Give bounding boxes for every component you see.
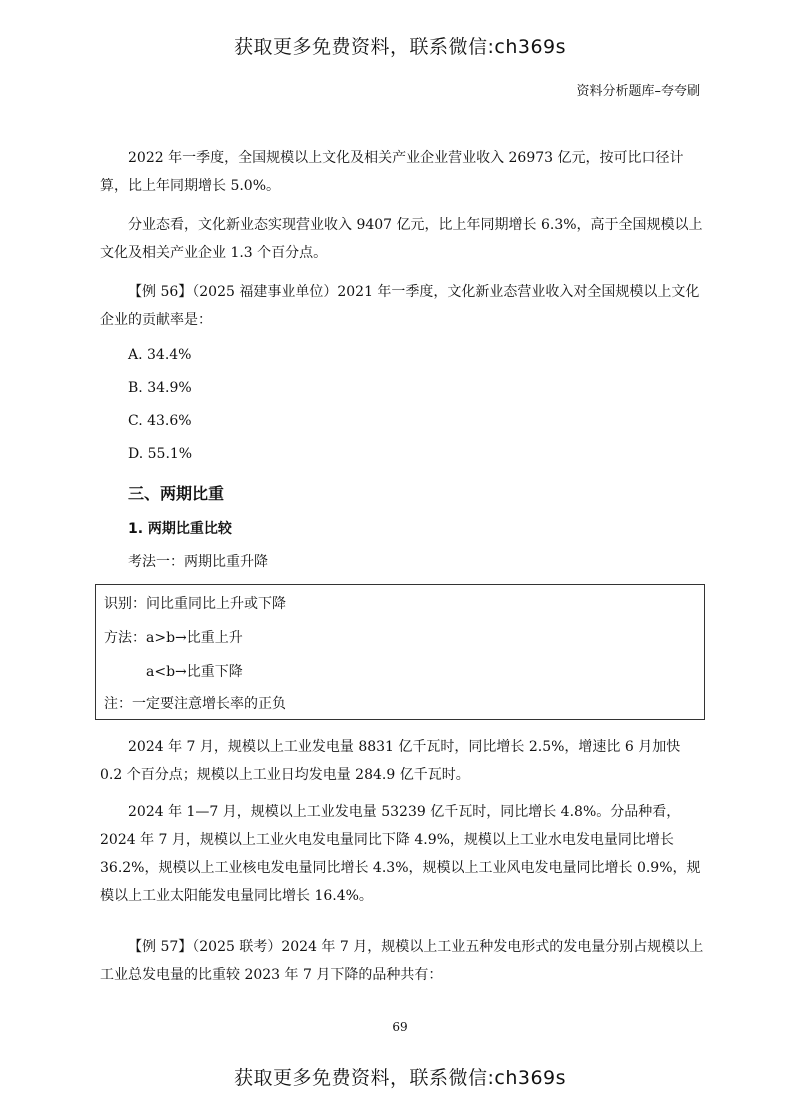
method-title: 考法一：两期比重升降	[128, 554, 268, 570]
page-number: 69	[392, 1020, 408, 1034]
subsection-heading: 1. 两期比重比较	[128, 521, 232, 537]
paragraph-new-formats: 分业态看，文化新业态实现营业收入 9407 亿元，比上年同期增长 6.3%，高于全国规模以上文化及相关产业企业 1.3 个百分点。	[100, 217, 703, 261]
option-a: A. 34.4%	[128, 347, 192, 363]
box-note: 注：一定要注意增长率的正负	[104, 696, 286, 712]
method-box	[95, 584, 705, 720]
paragraph-revenue: 2022 年一季度，全国规模以上文化及相关产业企业营业收入 26973 亿元，按可比口径计算，比上年同期增长 5.0%。	[100, 150, 684, 194]
paragraph-power-july: 2024 年 7 月，规模以上工业发电量 8831 亿千瓦时，同比增长 2.5%，增速比 6 月加快 0.2 个百分点；规模以上工业日均发电量 284.9 亿千瓦时。	[100, 739, 681, 783]
option-d: D. 55.1%	[128, 446, 193, 462]
question-56: 【例 56】（2025 福建事业单位）2021 年一季度，文化新业态营业收入对全国规模以上文化企业的贡献率是：	[100, 284, 700, 328]
option-c: C. 43.6%	[128, 413, 192, 429]
question-57: 【例 57】（2025 联考）2024 年 7 月，规模以上工业五种发电形式的发电量分别占规模以上工业总发电量的比重较 2023 年 7 月下降的品种共有：	[100, 939, 704, 983]
box-method-2: a<b→比重下降	[146, 664, 243, 680]
top-banner: 获取更多免费资料，联系微信:ch369s	[233, 36, 567, 58]
option-b: B. 34.9%	[128, 380, 192, 396]
header-title: 资料分析题库–夸夸刷	[576, 84, 700, 99]
paragraph-power-breakdown: 2024 年 1—7 月，规模以上工业发电量 53239 亿千瓦时，同比增长 4.8%。分品种看，2024 年 7 月，规模以上工业火电发电量同比下降 4.9%，规模以上工业水电发电量同比增长 36.2%，规模以上工业核电发电量同比增长 4.3%，规模以上工业风电发电量同比增长 0.9%，规模以上工业太阳能发电量同比增长 16.4%。	[100, 804, 701, 904]
box-method: 方法：a>b→比重上升	[104, 630, 243, 646]
section-heading: 三、两期比重	[128, 484, 225, 503]
bottom-banner: 获取更多免费资料，联系微信:ch369s	[233, 1067, 567, 1089]
box-identify: 识别：问比重同比上升或下降	[104, 596, 286, 612]
